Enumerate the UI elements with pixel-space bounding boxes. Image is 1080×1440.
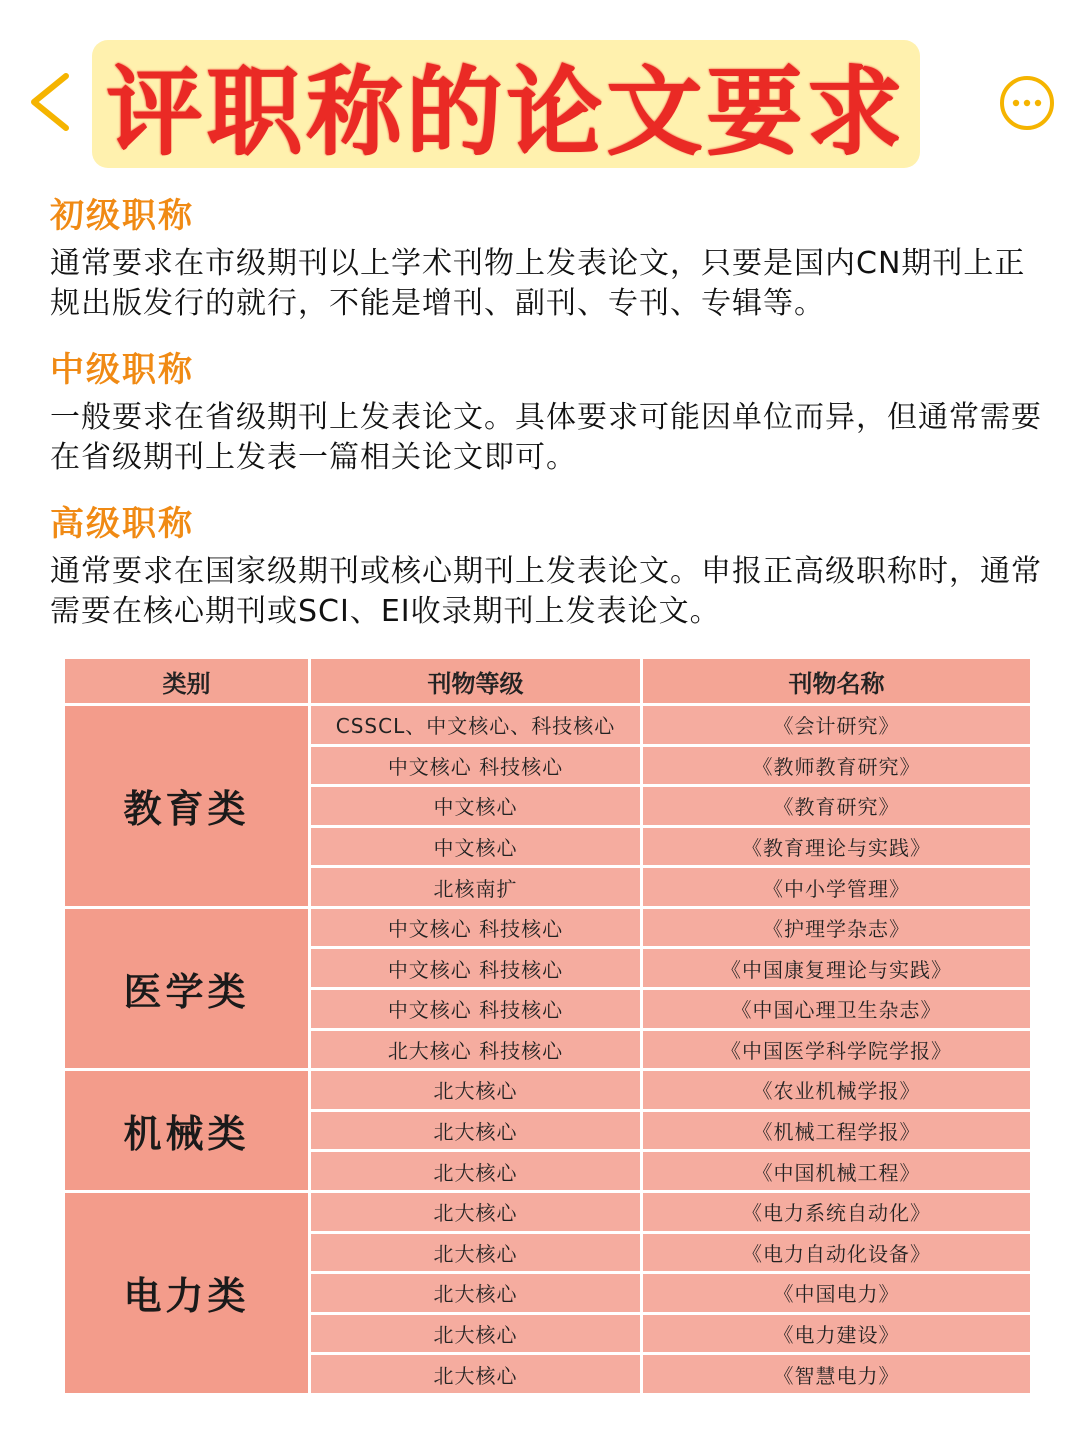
table-row [64, 907, 1032, 948]
journal-name-cell: 《教育理论与实践》 [642, 826, 1032, 867]
level-cell: 北核南扩 [310, 867, 642, 908]
level-cell: 中文核心 科技核心 [310, 907, 642, 948]
section-heading: 中级职称 [50, 350, 194, 390]
table-row [64, 705, 1032, 746]
section-intermediate-title [50, 348, 1050, 478]
level-cell: 北大核心 科技核心 [310, 1029, 642, 1070]
category-cell: 机械类 [64, 1070, 310, 1192]
level-cell: 中文核心 [310, 786, 642, 827]
journal-name-cell: 《教师教育研究》 [642, 745, 1032, 786]
journal-name-cell: 《护理学杂志》 [642, 907, 1032, 948]
header-level: 刊物等级 [310, 658, 642, 705]
journal-name-cell: 《中国机械工程》 [642, 1151, 1032, 1192]
section-heading: 初级职称 [50, 196, 194, 236]
section-senior-title [50, 502, 1050, 632]
level-cell: 北大核心 [310, 1354, 642, 1395]
journal-name-cell: 《中国电力》 [642, 1273, 1032, 1314]
journal-name-cell: 《会计研究》 [642, 705, 1032, 746]
level-cell: 北大核心 [310, 1313, 642, 1354]
journal-name-cell: 《机械工程学报》 [642, 1110, 1032, 1151]
category-cell: 教育类 [64, 705, 310, 908]
journal-name-cell: 《智慧电力》 [642, 1354, 1032, 1395]
journal-table [62, 656, 1030, 1396]
header-bar [0, 0, 1080, 190]
table-body [64, 705, 1032, 1395]
journal-name-cell: 《中国康复理论与实践》 [642, 948, 1032, 989]
level-cell: 北大核心 [310, 1110, 642, 1151]
section-junior-title [50, 194, 1050, 324]
category-cell: 电力类 [64, 1191, 310, 1394]
level-cell: 北大核心 [310, 1232, 642, 1273]
header-journal-name: 刊物名称 [642, 658, 1032, 705]
level-cell: 中文核心 [310, 826, 642, 867]
journal-name-cell: 《教育研究》 [642, 786, 1032, 827]
journal-name-cell: 《农业机械学报》 [642, 1070, 1032, 1111]
journal-name-cell: 《电力系统自动化》 [642, 1191, 1032, 1232]
journal-name-cell: 《中国医学科学院学报》 [642, 1029, 1032, 1070]
level-cell: 北大核心 [310, 1070, 642, 1111]
table-header-row [64, 658, 1032, 705]
level-cell: 北大核心 [310, 1191, 642, 1232]
level-cell: 中文核心 科技核心 [310, 989, 642, 1030]
level-cell: CSSCL、中文核心、科技核心 [310, 705, 642, 746]
section-heading: 高级职称 [50, 504, 194, 544]
level-cell: 北大核心 [310, 1151, 642, 1192]
chevron-left-icon[interactable] [22, 70, 78, 134]
more-dots-icon[interactable] [998, 74, 1056, 132]
level-cell: 北大核心 [310, 1273, 642, 1314]
journal-name-cell: 《电力自动化设备》 [642, 1232, 1032, 1273]
table-row [64, 1191, 1032, 1232]
section-body: 通常要求在市级期刊以上学术刊物上发表论文，只要是国内CN期刊上正规出版发行的就行，不能是增刊、副刊、专刊、专辑等。 [50, 246, 1026, 321]
page-title: 评职称的论文要求 [106, 55, 906, 168]
header-category: 类别 [64, 658, 310, 705]
level-cell: 中文核心 科技核心 [310, 745, 642, 786]
table-row [64, 1070, 1032, 1111]
journal-name-cell: 《中小学管理》 [642, 867, 1032, 908]
journal-name-cell: 《中国心理卫生杂志》 [642, 989, 1032, 1030]
level-cell: 中文核心 科技核心 [310, 948, 642, 989]
journal-name-cell: 《电力建设》 [642, 1313, 1032, 1354]
section-body: 一般要求在省级期刊上发表论文。具体要求可能因单位而异，但通常需要在省级期刊上发表一篇相关论文即可。 [50, 400, 1042, 475]
section-body: 通常要求在国家级期刊或核心期刊上发表论文。申报正高级职称时，通常需要在核心期刊或SCI、EI收录期刊上发表论文。 [50, 554, 1042, 629]
category-cell: 医学类 [64, 907, 310, 1069]
